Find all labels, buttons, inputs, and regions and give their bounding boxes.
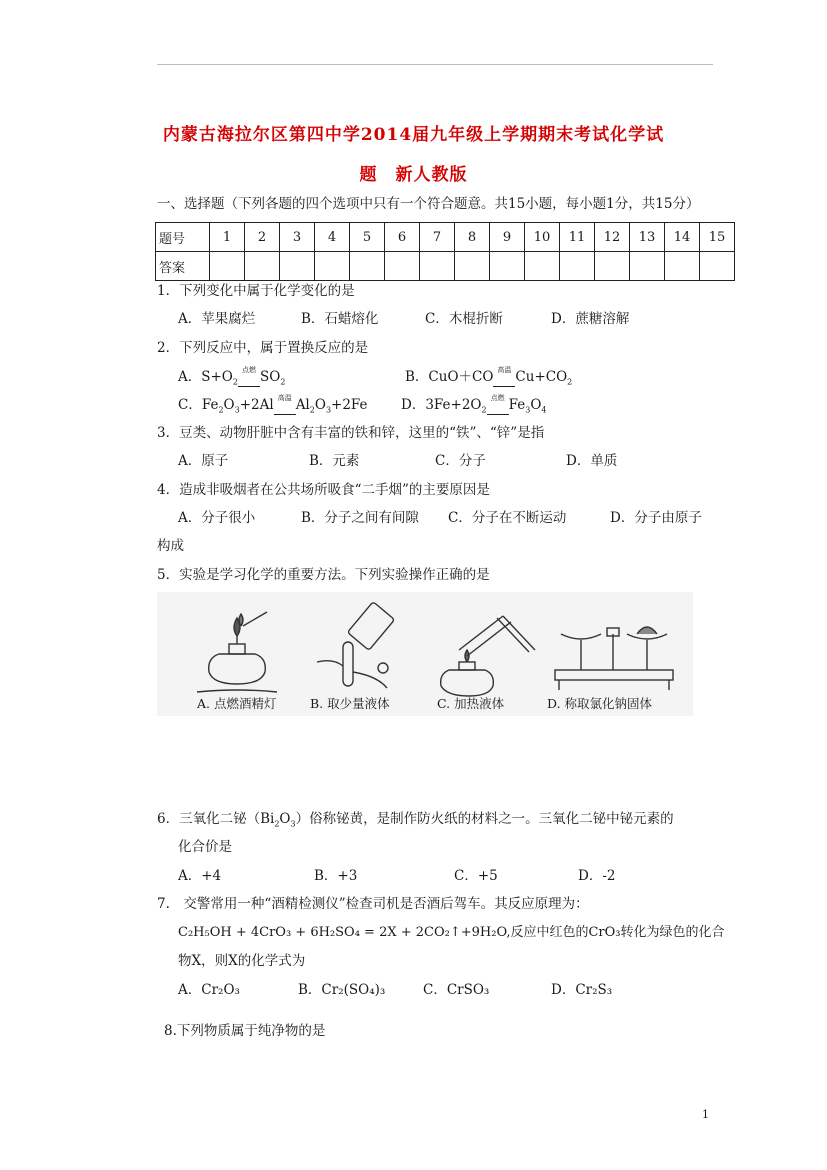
question-4: 4．造成非吸烟者在公共场所吸食“二手烟”的主要原因是	[157, 482, 490, 498]
q7-option-a: A．Cr₂O₃	[178, 982, 240, 998]
q4-option-b: B．分子之间有间隙	[301, 510, 419, 526]
header-rule	[157, 64, 713, 65]
q7-option-c: C．CrSO₃	[423, 982, 490, 998]
q3-option-c: C．分子	[435, 453, 486, 469]
figure-caption-c: C. 加热液体	[437, 696, 505, 711]
answer-cell[interactable]	[385, 252, 420, 281]
answer-cell[interactable]	[560, 252, 595, 281]
q6-option-c: C．+5	[454, 868, 498, 884]
test-tube-icon	[317, 602, 395, 688]
answer-cell[interactable]	[315, 252, 350, 281]
q3-option-a: A．原子	[178, 453, 229, 469]
q1-option-c: C．木棍折断	[425, 311, 503, 327]
balance-icon	[555, 627, 673, 690]
answer-cell[interactable]	[700, 252, 735, 281]
answer-cell[interactable]	[490, 252, 525, 281]
question-6: 6．三氧化二铋$(Bi_2O_3)$俗称铋黄，是制作防火纸的材料之一。三氧化二铋中铋元素的	[157, 811, 674, 829]
q1-option-b: B．石蜡熔化	[301, 311, 379, 327]
answer-cell[interactable]	[245, 252, 280, 281]
question-7-cont: 物X，则X的化学式为	[178, 953, 306, 969]
page-title: 内蒙古海拉尔区第四中学2014届九年级上学期期末考试化学试	[162, 125, 665, 145]
question-5: 5．实验是学习化学的重要方法。下列实验操作正确的是	[157, 567, 490, 583]
q2-option-a: A．$S+O_2$ 点燃 $SO_2$	[178, 366, 286, 387]
reaction-condition: 高温	[274, 396, 296, 415]
reaction-condition: 点燃	[487, 396, 509, 415]
q4-option-d: D．分子由原子	[610, 510, 702, 526]
answer-cell[interactable]	[595, 252, 630, 281]
page-title-cont: 题 新人教版	[359, 165, 468, 185]
heating-tube-icon	[441, 616, 535, 696]
question-8: 8.下列物质属于纯净物的是	[164, 1023, 326, 1039]
question-7: 7. 交警常用一种“酒精检测仪”检查司机是否酒后驾车。其反应原理为：	[157, 896, 589, 912]
answer-cell[interactable]	[455, 252, 490, 281]
q3-option-b: B．元素	[309, 453, 360, 469]
answer-table	[155, 222, 735, 281]
q1-option-a: A．苹果腐烂	[178, 311, 256, 327]
q2-option-b: B．CuO＋CO 高温 $Cu+CO_2$	[405, 366, 573, 387]
table-header-cell: 答案	[156, 252, 210, 281]
q3-option-d: D．单质	[566, 453, 618, 469]
question-2: 2．下列反应中，属于置换反应的是	[157, 340, 369, 356]
q2-option-c: C．$Fe_2O_3+2Al$ 高温 $Al_2O_3+2Fe$	[178, 394, 368, 415]
alcohol-lamp-icon	[197, 612, 277, 692]
answer-cell[interactable]	[210, 252, 245, 281]
q7-option-b: B．Cr₂(SO₄)₃	[298, 982, 386, 998]
q1-option-d: D．蔗糖溶解	[551, 311, 630, 327]
answer-cell[interactable]	[630, 252, 665, 281]
q4-option-c: C．分子在不断运动	[448, 510, 567, 526]
answer-cell[interactable]	[350, 252, 385, 281]
table-row: 题号 1 2 3 4 5 6 7 8 9 10 11 12 13 14 15	[156, 223, 735, 252]
q6-option-d: D．-2	[578, 868, 616, 884]
page-number: 1	[702, 1108, 709, 1121]
question-6-cont: 化合价是	[178, 839, 232, 855]
q4-option-a: A．分子很小	[178, 510, 256, 526]
reaction-condition: 点燃	[238, 368, 260, 387]
table-header-cell: 题号	[156, 223, 210, 252]
table-row	[156, 252, 735, 281]
q6-option-a: A．+4	[178, 868, 222, 884]
reaction-equation: C₂H₅OH + 4CrO₃ + 6H₂SO₄ = 2X + 2CO₂↑+9H₂O,反应中红色的CrO₃转化为绿色的化合	[178, 925, 725, 940]
answer-cell[interactable]	[280, 252, 315, 281]
q7-option-d: D．Cr₂S₃	[551, 982, 613, 998]
section-heading: 一、选择题（下列各题的四个选项中只有一个符合题意。共15小题，每小题1分，共15分）	[157, 196, 700, 212]
figure-caption-a: A. 点燃酒精灯	[197, 696, 277, 711]
answer-cell[interactable]	[420, 252, 455, 281]
question-3: 3．豆类、动物肝脏中含有丰富的铁和锌，这里的“铁”、“锌”是指	[157, 425, 545, 441]
q4-option-d-cont: 构成	[157, 538, 184, 554]
question-1: 1．下列变化中属于化学变化的是	[157, 283, 355, 299]
answer-cell[interactable]	[665, 252, 700, 281]
q2-option-d: D．$3Fe+2O_2$ 点燃 $Fe_3O_4$	[401, 394, 547, 415]
reaction-condition: 高温	[493, 368, 515, 387]
answer-cell[interactable]	[525, 252, 560, 281]
figure-caption-d: D. 称取氯化钠固体	[547, 696, 653, 711]
q6-option-b: B．+3	[314, 868, 358, 884]
figure-caption-b: B. 取少量液体	[310, 696, 390, 711]
